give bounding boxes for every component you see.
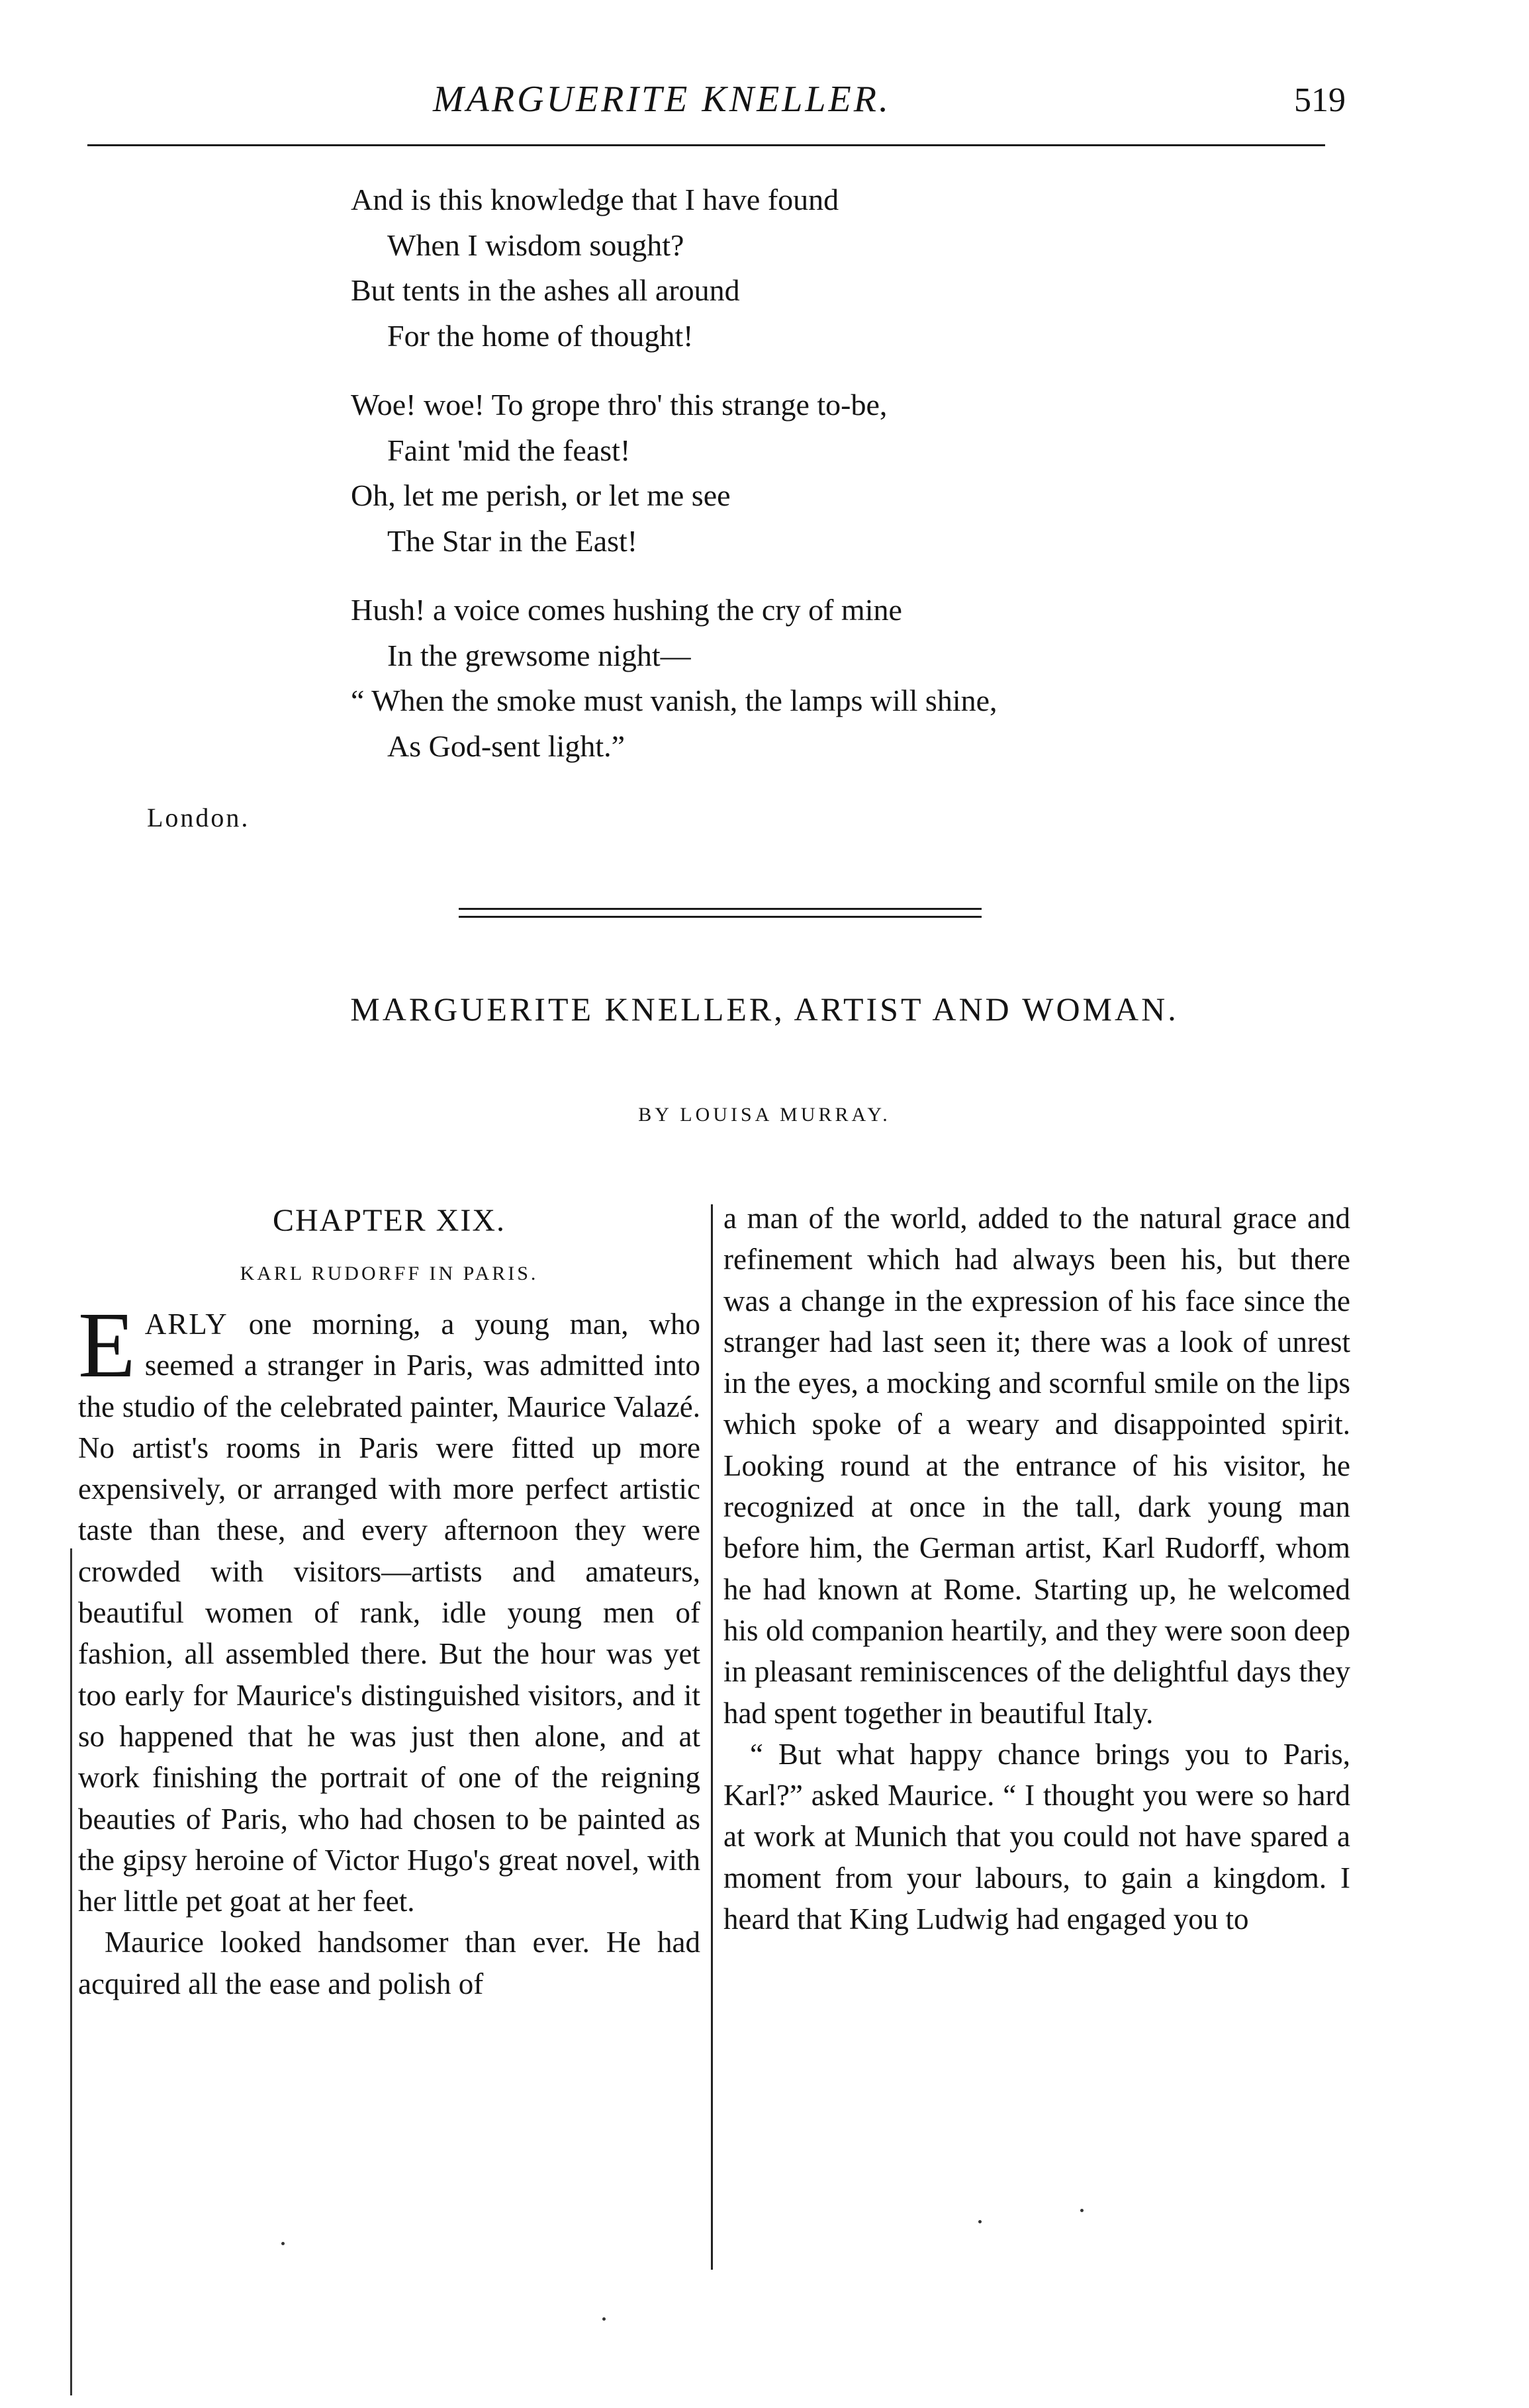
byline: BY LOUISA MURRAY. bbox=[638, 1104, 891, 1126]
scan-speck bbox=[281, 2242, 285, 2245]
separator-rule-bottom bbox=[459, 916, 982, 918]
poem-stanza bbox=[351, 588, 997, 769]
margin-mark bbox=[70, 1548, 72, 2395]
poem-line: But tents in the ashes all around bbox=[351, 273, 740, 307]
right-column bbox=[723, 1198, 1350, 1940]
scan-speck bbox=[602, 2317, 606, 2321]
chapter-heading: CHAPTER XIX. bbox=[272, 1203, 506, 1238]
poem-signoff: London. bbox=[147, 803, 250, 832]
left-column bbox=[78, 1198, 700, 2004]
paragraph: a man of the world, added to the natural grace and refinement which had always been his, but there was a change in the expression of his face since the stranger had last seen it; there was a look of unrest in the eyes, a mocking and scornful smile on the lips which spoke of a weary and disappointed spirit. Looking round at the entrance of his visitor, he recognized at once in the tall, dark young man before him, the German artist, Karl Rudorff, whom he had known at Rome. Starting up, he welcomed his old companion heartily, and they were soon deep in pleasant reminiscences of the delightful days they had spent together in beautiful Italy. bbox=[723, 1202, 1350, 1730]
poem-line: Woe! woe! To grope thro' this strange to-be, bbox=[351, 388, 888, 422]
poem-line: Oh, let me perish, or let me see bbox=[351, 478, 731, 512]
poem bbox=[351, 177, 997, 793]
paragraph bbox=[78, 1292, 700, 1922]
poem-line: Hush! a voice comes hushing the cry of mine bbox=[351, 593, 902, 627]
poem-line: The Star in the East! bbox=[387, 523, 638, 558]
poem-line: When I wisdom sought? bbox=[387, 228, 684, 262]
page-number: 519 bbox=[1294, 81, 1346, 119]
poem-stanza bbox=[351, 382, 997, 564]
running-title: MARGUERITE KNELLER. bbox=[433, 79, 891, 120]
chapter-subtitle: KARL RUDORFF IN PARIS. bbox=[240, 1263, 539, 1284]
scan-speck bbox=[1080, 2209, 1084, 2212]
poem-line: “ When the smoke must vanish, the lamps will shine, bbox=[351, 684, 997, 717]
column-divider bbox=[711, 1204, 713, 2270]
poem-line: As God-sent light.” bbox=[387, 729, 626, 763]
scan-speck bbox=[978, 2220, 982, 2223]
paragraph: Maurice looked handsomer than ever. He had acquired all the ease and polish of bbox=[78, 1926, 700, 2000]
drop-cap: E bbox=[78, 1292, 136, 1397]
poem-line: In the grewsome night— bbox=[387, 638, 691, 672]
separator-rule-top bbox=[459, 908, 982, 910]
cap-lead: ARLY bbox=[144, 1308, 228, 1341]
poem-line: For the home of thought! bbox=[387, 318, 694, 353]
poem-stanza bbox=[351, 177, 997, 359]
header-rule bbox=[87, 144, 1325, 146]
poem-line: And is this knowledge that I have found bbox=[351, 183, 839, 216]
article-title: MARGUERITE KNELLER, ARTIST AND WOMAN. bbox=[350, 991, 1179, 1028]
poem-line: Faint 'mid the feast! bbox=[387, 433, 631, 467]
paragraph-text: one morning, a young man, who seemed a stranger in Paris, was admitted into the studio of the celebrated painter, Maurice Valazé. No artist's rooms in Paris were fitted up more expensively, or arranged with more perfect artistic taste than these, and every afternoon they were crowded with visitors—artists and amateurs, beautiful women of rank, idle young men of fashion, all assembled there. But the hour was yet too early for Maurice's distinguished visitors, and it so happened that he was just then alone, and at work finishing the portrait of one of the reigning beauties of Paris, who had chosen to be painted as the gipsy heroine of Victor Hugo's great novel, with her little pet goat at her feet. bbox=[78, 1308, 700, 1918]
paragraph: “ But what happy chance brings you to Paris, Karl?” asked Maurice. “ I thought you were so hard at work at Munich that you could not have spared a moment from your labours, to gain a kingdom. I heard that King Ludwig had engaged you to bbox=[723, 1737, 1350, 1936]
